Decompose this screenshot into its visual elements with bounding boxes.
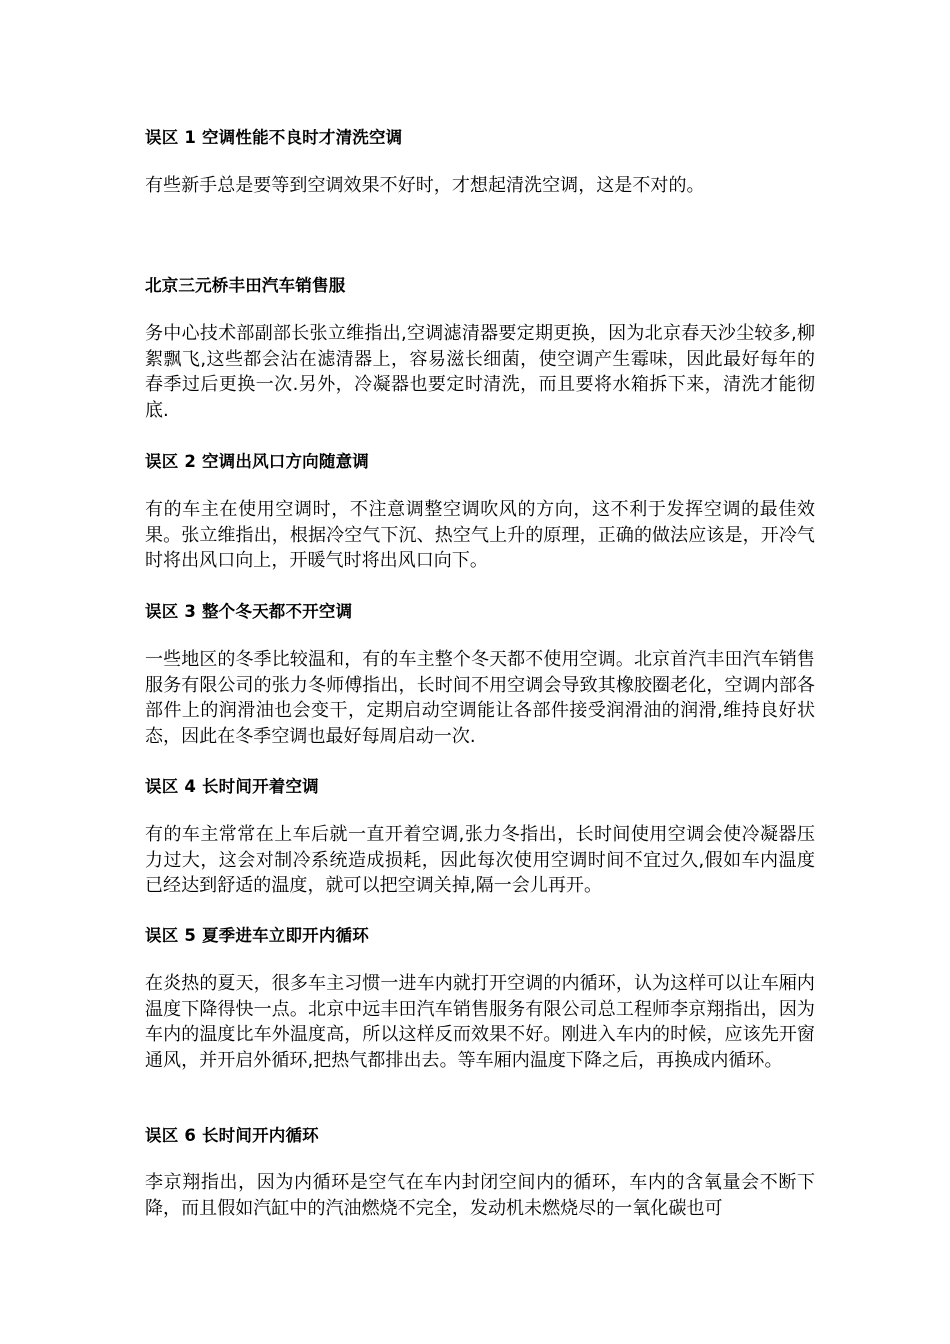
section-heading-4: 误区 3 整个冬天都不开空调 [145, 602, 353, 621]
section-heading-2: 北京三元桥丰田汽车销售服 [145, 276, 346, 295]
section-paragraph-4: 一些地区的冬季比较温和，有的车主整个冬天都不使用空调。北京首汽丰田汽车销售服务有限公司的张力冬师傅指出，长时间不用空调会导致其橡胶圈老化，空调内部各部件上的润滑油也会变干，定期启动空调能让各部件接受润滑油的润滑,维持良好状态，因此在冬季空调也最好每周启动一次. [145, 649, 815, 747]
section-paragraph-3: 有的车主在使用空调时，不注意调整空调吹风的方向，这不利于发挥空调的最佳效果。张立维指出，根据冷空气下沉、热空气上升的原理，正确的做法应该是，开冷气时将出风口向上，开暖气时将出风口向下。 [145, 499, 815, 571]
section-paragraph-6: 在炎热的夏天，很多车主习惯一进车内就打开空调的内循环，认为这样可以让车厢内温度下降得快一点。北京中远丰田汽车销售服务有限公司总工程师李京翔指出，因为车内的温度比车外温度高，所以这样反而效果不好。刚进入车内的时候，应该先开窗通风，并开启外循环,把热气都排出去。等车厢内温度下降之后，再换成内循环。 [145, 973, 815, 1071]
section-heading-5: 误区 4 长时间开着空调 [145, 777, 319, 796]
section-heading-3: 误区 2 空调出风口方向随意调 [145, 452, 369, 471]
section-heading-7: 误区 6 长时间开内循环 [145, 1126, 319, 1145]
section-paragraph-7: 李京翔指出，因为内循环是空气在车内封闭空间内的循环，车内的含氧量会不断下降，而且假如汽缸中的汽油燃烧不完全，发动机未燃烧尽的一氧化碳也可 [145, 1172, 815, 1219]
section-paragraph-1: 有些新手总是要等到空调效果不好时，才想起清洗空调，这是不对的。 [145, 175, 705, 196]
section-heading-1: 误区 1 空调性能不良时才清洗空调 [145, 128, 403, 147]
section-paragraph-2: 务中心技术部副部长张立维指出,空调滤清器要定期更换，因为北京春天沙尘较多,柳絮飘飞,这些都会沾在滤清器上，容易滋长细菌，使空调产生霉味，因此最好每年的春季过后更换一次.另外，冷凝器也要定时清洗，而且要将水箱拆下来，清洗才能彻底. [145, 323, 815, 421]
section-heading-6: 误区 5 夏季进车立即开内循环 [145, 926, 369, 945]
section-paragraph-5: 有的车主常常在上车后就一直开着空调,张力冬指出，长时间使用空调会使冷凝器压力过大，这会对制冷系统造成损耗，因此每次使用空调时间不宜过久,假如车内温度已经达到舒适的温度，就可以把空调关掉,隔一会儿再开。 [145, 824, 815, 896]
